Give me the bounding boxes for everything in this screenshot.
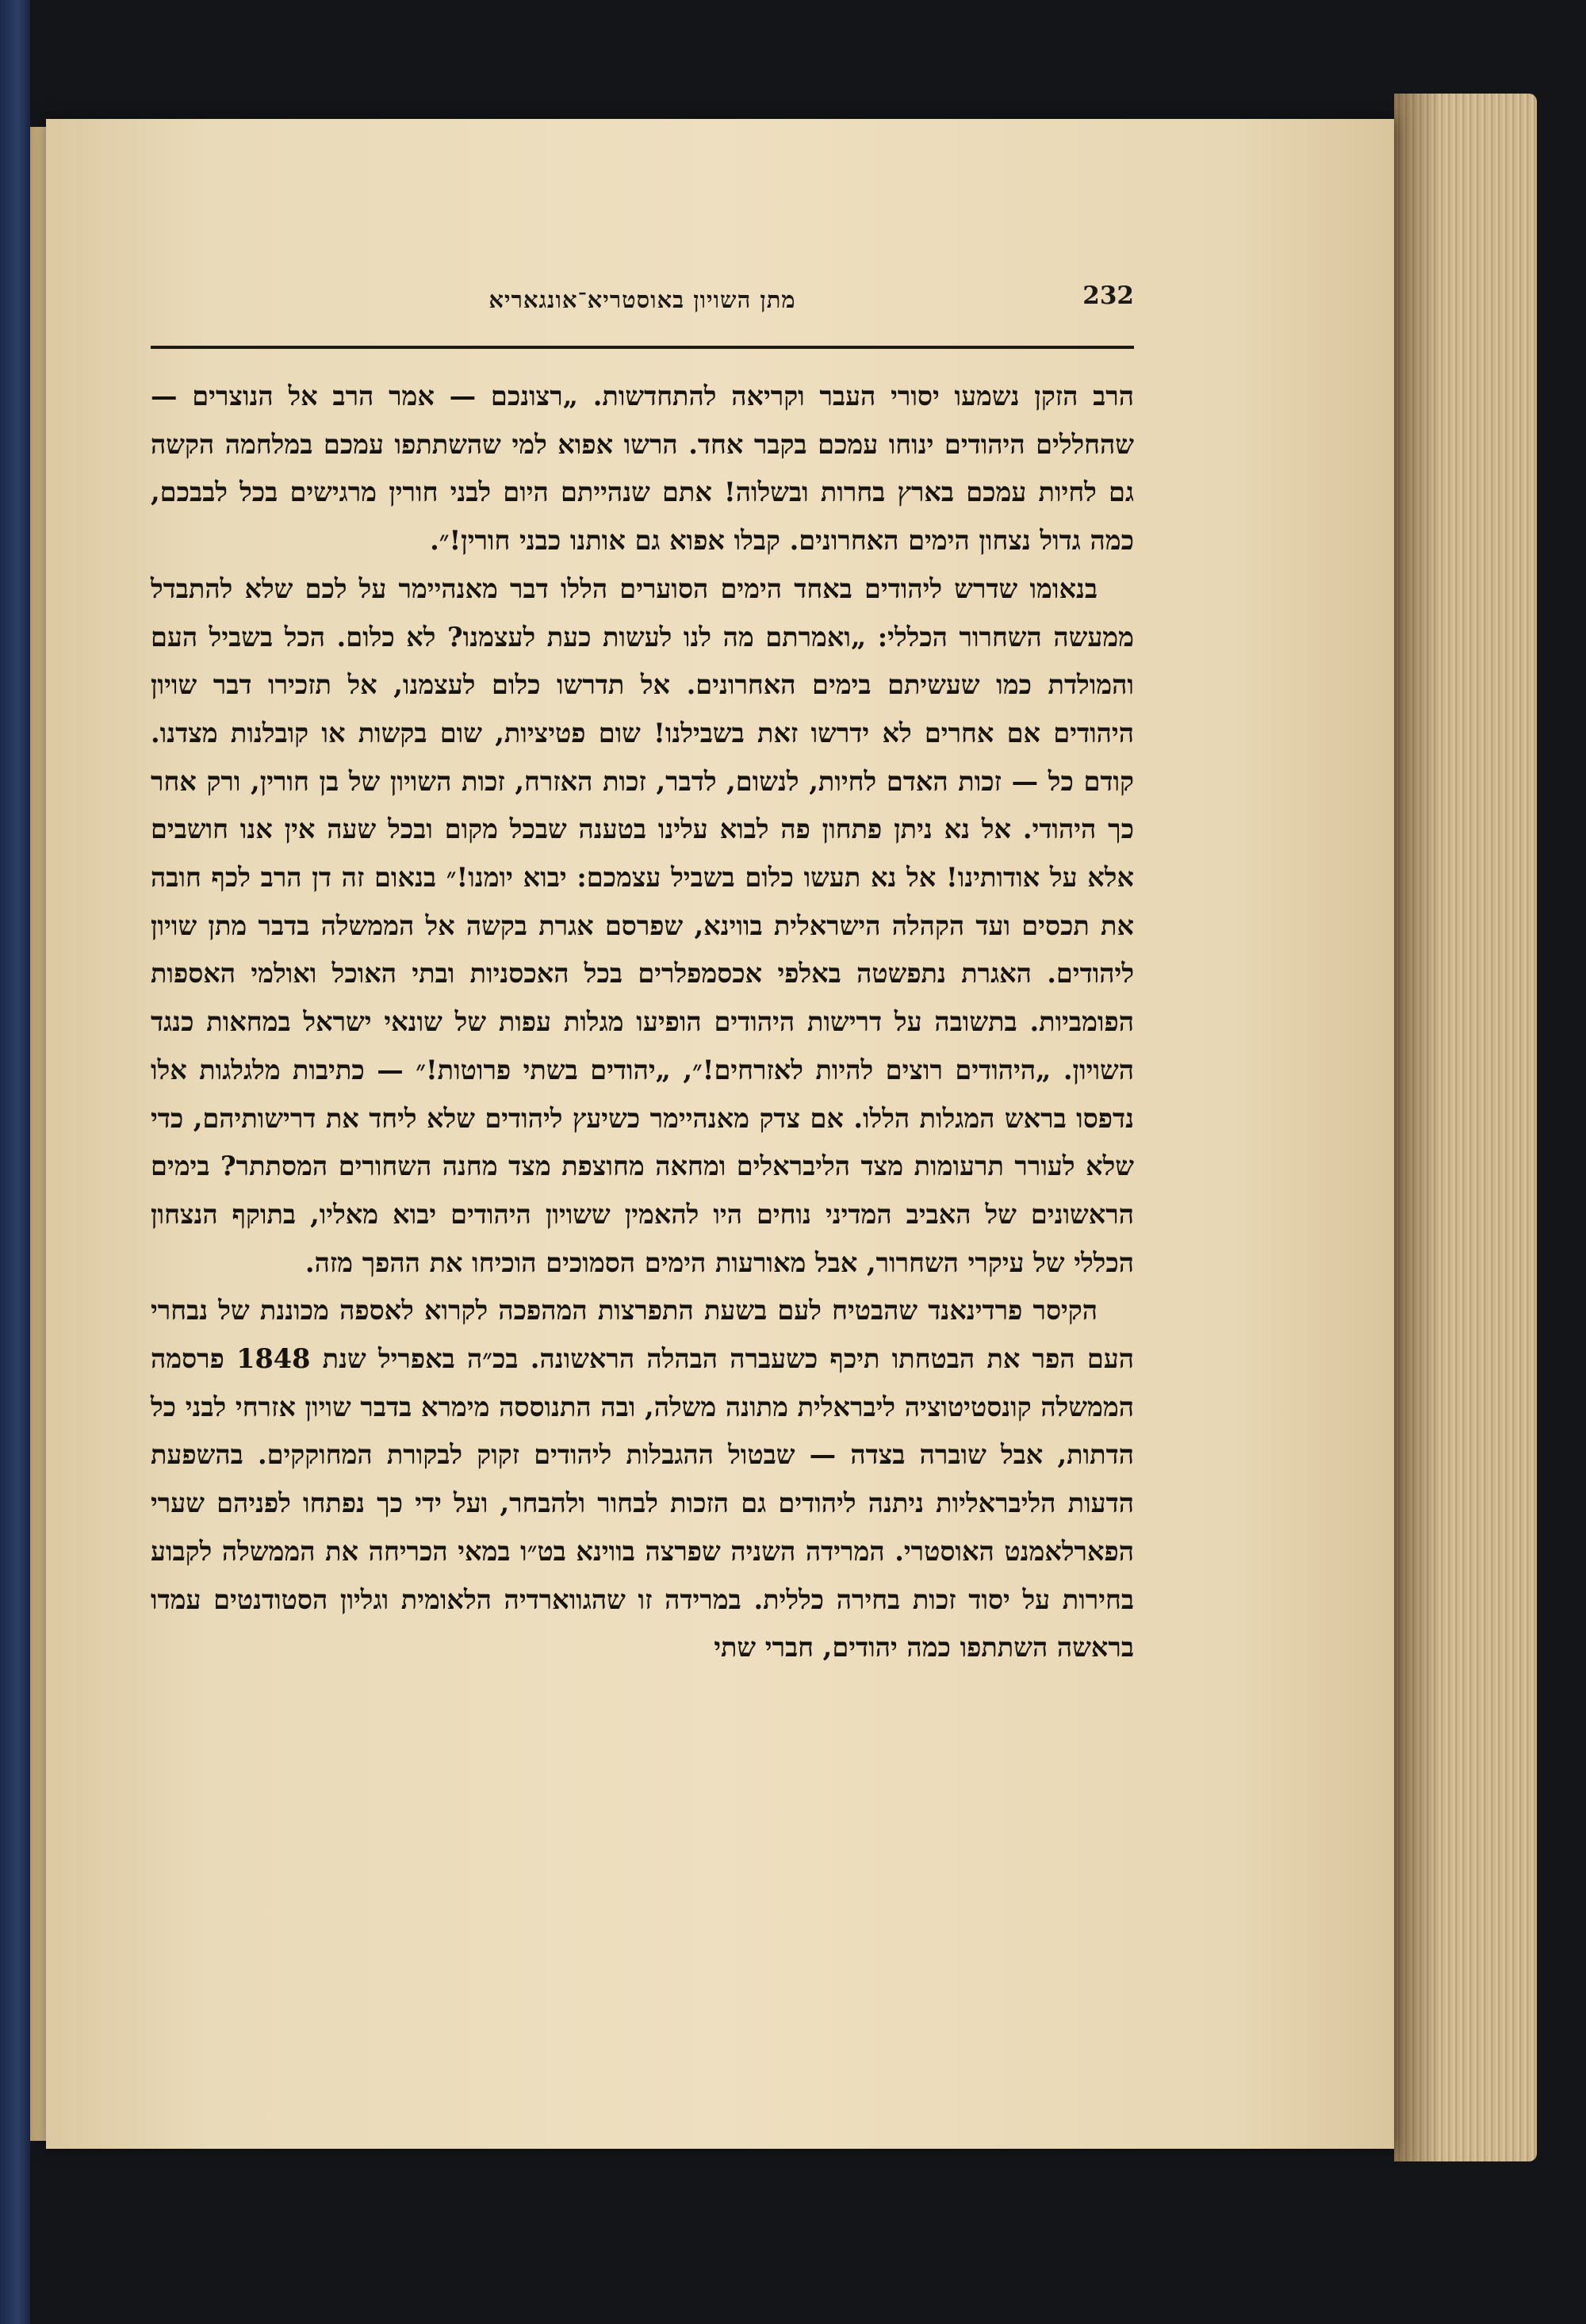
page-header	[151, 281, 1134, 337]
paragraph-3: הקיסר פרדינאנד שהבטיח לעם בשעת התפרצות המהפכה לקרוא לאספה מכוננת של נבחרי העם הפר את הבטחתו תיכף כשעברה הבהלה הראשונה. בכ״ה באפריל שנת 1848 פרסמה הממשלה קונסטיטוציה ליבראלית מתונה משלה, ובה התנוססה מימרא בדבר שויון אזרחי לבני כל הדתות, אבל שוברה בצדה — שבטול ההגבלות ליהודים זקוק לבקורת המחוקקים. בהשפעת הדעות הליבראליות ניתנה ליהודים גם הזכות לבחור ולהבחר, ועל ידי כך נפתחו לפניהם שערי הפארלאמנט האוסטרי. המרידה השניה שפרצה בווינא בט״ו במאי הכריחה את הממשלה לקבוע בחירות על יסוד זכות בחירה כללית. במרידה זו שהגווארדיה הלאומית וגליון הסטודנטים עמדו בראשה השתתפו כמה יהודים, חברי שתי	[151, 1295, 1135, 1664]
body-text	[151, 373, 1134, 1672]
paragraph-2: בנאומו שדרש ליהודים באחד הימים הסוערים הללו דבר מאנהיימר על לכם שלא להתבדל ממעשה השחרור הכללי: „ואמרתם מה לנו לעשות כעת לעצמנו? לא כלום. הכל בשביל העם והמולדת כמו שעשיתם בימים האחרונים. אל תדרשו כלום לעצמנו, אל תזכירו דבר שויון היהודים אם אחרים לא ידרשו זאת בשבילנו! שום פטיציות, שום בקשות או קובלנות מצדנו. קודם כל — זכות האדם לחיות, לנשום, לדבר, זכות האזרח, זכות השויון של בן חורין, ורק אחר כך היהודי. אל נא ניתן פתחון פה לבוא עלינו בטענה שבכל מקום ובכל שעה אין אנו חושבים אלא על אודותינו! אל נא תעשו כלום בשביל עצמכם: יבוא יומנו!״ בנאום זה דן הרב לכף חובה את תכסים ועד הקהלה הישראלית בווינא, שפרסם אגרת בקשה אל הממשלה בדבר מתן שויון ליהודים. האגרת נתפשטה באלפי אכסמפלרים בכל האכסניות ובתי האוכל ואולמי האספות הפומביות. בתשובה על דרישות היהודים הופיעו מגלות עפות של שונאי ישראל במחאות כנגד השויון. „היהודים רוצים להיות לאזרחים!״, „יהודים בשתי פרוטות!״ — כתיבות מלגלגות אלו נדפסו בראש המגלות הללו. אם צדק מאנהיימר כשיעץ ליהודים שלא ליחד את דרישותיהם, כדי שלא לעורר תרעומות מצד הליבראלים ומחאה מחוצפת מצד מחנה השחורים המסתתר? בימים הראשונים של האביב המדיני נוחים היו להאמין ששויון היהודים יבוא מאליו, בתוקף הנצחון הכללי של עיקרי השחרור, אבל מאורעות הימים הסמוכים הוכיחו את ההפך מזה.	[151, 572, 1134, 1278]
book-cover-left	[0, 0, 30, 2324]
page-number: 232	[1082, 281, 1134, 310]
header-rule	[151, 346, 1134, 349]
left-page-edge	[30, 127, 48, 2141]
running-title: מתן השויון באוסטריא־אונגאריא	[488, 286, 796, 313]
paragraph-1: הרב הזקן נשמעו יסורי העבר וקריאה להתחדשות. „רצונכם — אמר הרב אל הנוצרים — שהחללים היהודים ינוחו עמכם בקבר אחד. הרשו אפוא למי שהשתתפו עמכם במלחמה הקשה גם לחיות עמכם בארץ בחרות ובשלוה! אתם שנהייתם היום לבני חורין מרגישים בכל לבבכם, כמה גדול נצחון הימים האחרונים. קבלו אפוא גם אותנו כבני חורין!״.	[151, 381, 1134, 557]
page-stack-shadow	[1394, 94, 1442, 2161]
